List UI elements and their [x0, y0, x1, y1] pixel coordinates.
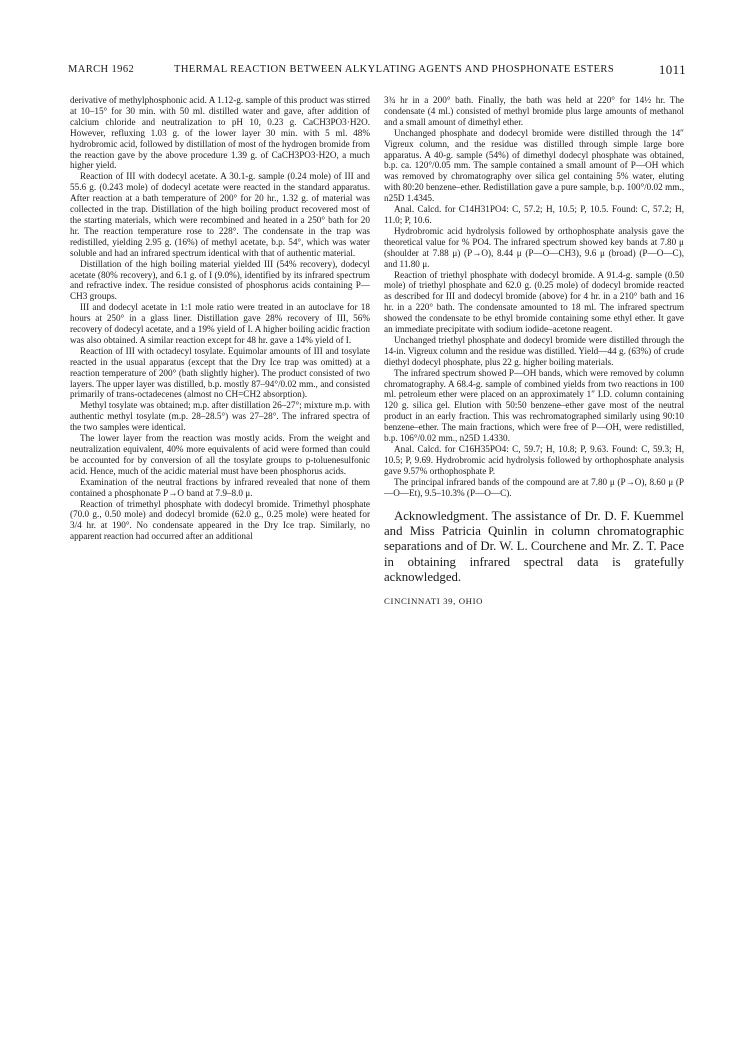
author-location: CINCINNATI 39, OHIO: [384, 595, 484, 606]
running-title: THERMAL REACTION BETWEEN ALKYLATING AGENTS AND PHOSPHONATE ESTERS: [174, 64, 615, 75]
paragraph: The lower layer from the reaction was mostly acids. From the weight and neutralization equivalent, 40% more equivalents of acid were formed than could be accounted for by conversion of all the tosylate groups to p-toluenesulfonic acid. Hence, much of the acidic material must have been phosphorus acids.: [70, 433, 370, 476]
paragraph: The infrared spectrum showed P—OH bands, which were removed by column chromatography. A 68.4-g. sample of combined yields from two reactions in 100 ml. petroleum ether were placed on an approximately 1″ I.D. column containing 120 g. silica gel. Elution with 50:50 benzene–ether gave most of the neutral product in an early fraction. This was rechromatographed similarly using 90:10 benzene–ether. The main fractions, which were free of P—OH, were redistilled, b.p. 106°/0.02 mm., n25D 1.4330.: [384, 367, 684, 444]
page-number: 1011: [658, 62, 686, 77]
paragraph: 3¾ hr in a 200° bath. Finally, the bath was held at 220° for 14½ hr. The condensate (4 ml.) consisted of methyl bromide plus large amounts of methanol and a small amount of dimethyl ether.: [384, 95, 684, 127]
paragraph: Reaction of trimethyl phosphate with dodecyl bromide. Trimethyl phosphate (70.0 g., 0.50 mole) and dodecyl bromide (62.0 g., 0.25 mole) were heated for 3/4 hr. at 190°. No condensate appeared in the Dry Ice trap. Similarly, no apparent reaction had occurred after an additional: [70, 498, 370, 542]
paragraph: Unchanged triethyl phosphate and dodecyl bromide were distilled through the 14-in. Vigreux column and the residue was distilled. Yield—44 g. (63%) of crude diethyl dodecyl phosphate, plus 22 g. higher boiling materials.: [384, 334, 684, 367]
paragraph: Unchanged phosphate and dodecyl bromide were distilled through the 14″ Vigreux column, and the residue was distilled through simple large bore apparatus. A 40-g. sample (54%) of dimethyl dodecyl phosphate was obtained, b.p. ca. 120°/0.05 mm. The sample contained a small amount of P—OH which was removed by chromatography over silica gel containing 5% water, eluting with 80:20 benzene–ether. Redistillation gave a pure sample, b.p. 100°/0.02 mm., n25D 1.4345.: [384, 127, 684, 204]
paragraph: Methyl tosylate was obtained; m.p. after distillation 26–27°; mixture m.p. with authentic methyl tosylate (m.p. 28–28.5°) was 27–28°. The infrared spectra of the two samples were identical.: [70, 400, 370, 433]
left-column: [70, 95, 370, 542]
paragraph: Examination of the neutral fractions by infrared revealed that none of them contained a phosphonate P→O band at 7.9–8.0 μ.: [70, 476, 370, 498]
paragraph: Hydrobromic acid hydrolysis followed by orthophosphate analysis gave the theoretical value for % PO4. The infrared spectrum showed key bands at 7.80 μ (shoulder at 7.88 μ) (P→O), 8.44 μ (P—O—CH3), 9.6 μ (broad) (P—O—C), and 11.80 μ.: [384, 225, 684, 269]
journal-date: MARCH 1962: [68, 64, 135, 75]
paragraph: Reaction of III with octadecyl tosylate. Equimolar amounts of III and tosylate reacted in the usual apparatus (except that the Dry Ice trap was omitted) at a reaction temperature of 200° (bath slightly higher). The product consisted of two layers. The upper layer was distilled, b.p. mostly 87–94°/0.02 mm., and consisted primarily of trans-octadecenes (almost no CH=CH2 absorption).: [70, 345, 370, 400]
page-header: [68, 62, 686, 78]
right-column: [384, 95, 684, 606]
paragraph: The principal infrared bands of the compound are at 7.80 μ (P→O), 8.60 μ (P—O—Et), 9.5–10.3% (P—O—C).: [384, 476, 684, 498]
paragraph: derivative of methylphosphonic acid. A 1.12-g. sample of this product was stirred at 10–15° for 30 min. with 50 ml. distilled water and gave, after addition of calcium chloride and neutralization to pH 10, 0.23 g. CaCH3PO3·H2O. However, refluxing 1.03 g. of the lower layer 30 min. with 5 ml. 48% hydrobromic acid, followed by distillation of most of the hydrogen bromide from the reaction gave by the above procedure 1.39 g. of CaCH3PO3·H2O, a much higher yield.: [70, 95, 370, 171]
paragraph: Anal. Calcd. for C16H35PO4: C, 59.7; H, 10.8; P, 9.63. Found: C, 59.3; H, 10.5; P, 9.69. Hydrobromic acid hydrolysis followed by orthophosphate analysis gave 9.57% orthophosphate P.: [384, 444, 684, 476]
paragraph: III and dodecyl acetate in 1:1 mole ratio were treated in an autoclave for 18 hours at 250° in a glass liner. Distillation gave 28% recovery of III, 56% recovery of dodecyl acetate, and a 19% yield of I. A higher boiling acidic fraction was also obtained. A similar reaction except for 48 hr. gave a 14% yield of I.: [70, 302, 371, 345]
paragraph: Distillation of the high boiling material yielded III (54% recovery), dodecyl acetate (80% recovery), and 6.1 g. of I (9.0%), identified by its infrared spectrum and refractive index. The residue consisted of phosphorus acids containing P—CH3 groups.: [70, 258, 370, 302]
paragraph: Anal. Calcd. for C14H31PO4: C, 57.2; H, 10.5; P, 10.5. Found: C, 57.2; H, 11.0; P, 10.6.: [384, 204, 684, 225]
acknowledgment: Acknowledgment. The assistance of Dr. D. F. Kuemmel and Miss Patricia Quinlin in column chromatographic separations and of Dr. W. L. Courchene and Mr. Z. T. Pace in obtaining infrared spectral data is gratefully acknowledged.: [384, 508, 684, 585]
paragraph: Reaction of III with dodecyl acetate. A 30.1-g. sample (0.24 mole) of III and 55.6 g. (0.243 mole) of dodecyl acetate were reacted in the standard apparatus. After reaction at a bath temperature of 200° for 20 hr., 1.32 g. of material was collected in the trap. Distillation of the high boiling product recovered most of the starting materials, which were recombined and heated in a 250° bath for 20 hr. The reaction temperature rose to 228°. The condensate in the trap was redistilled, yielding 2.95 g. (16%) of methyl acetate, b.p. 54°, which was water soluble and had an infrared spectrum identical with that of authentic material.: [70, 171, 370, 258]
paragraph: Reaction of triethyl phosphate with dodecyl bromide. A 91.4-g. sample (0.50 mole) of triethyl phosphate and 62.0 g. (0.25 mole) of dodecyl bromide reacted as described for III and dodecyl bromide (above) for 4 hr. in a 210° bath and 16 hr. in a 220° bath. The condensate amounted to 18 ml. The infrared spectrum showed the condensate to be ethyl bromide containing some ethyl ether. It gave an immediate precipitate with sodium iodide–acetone reagent.: [384, 269, 684, 335]
